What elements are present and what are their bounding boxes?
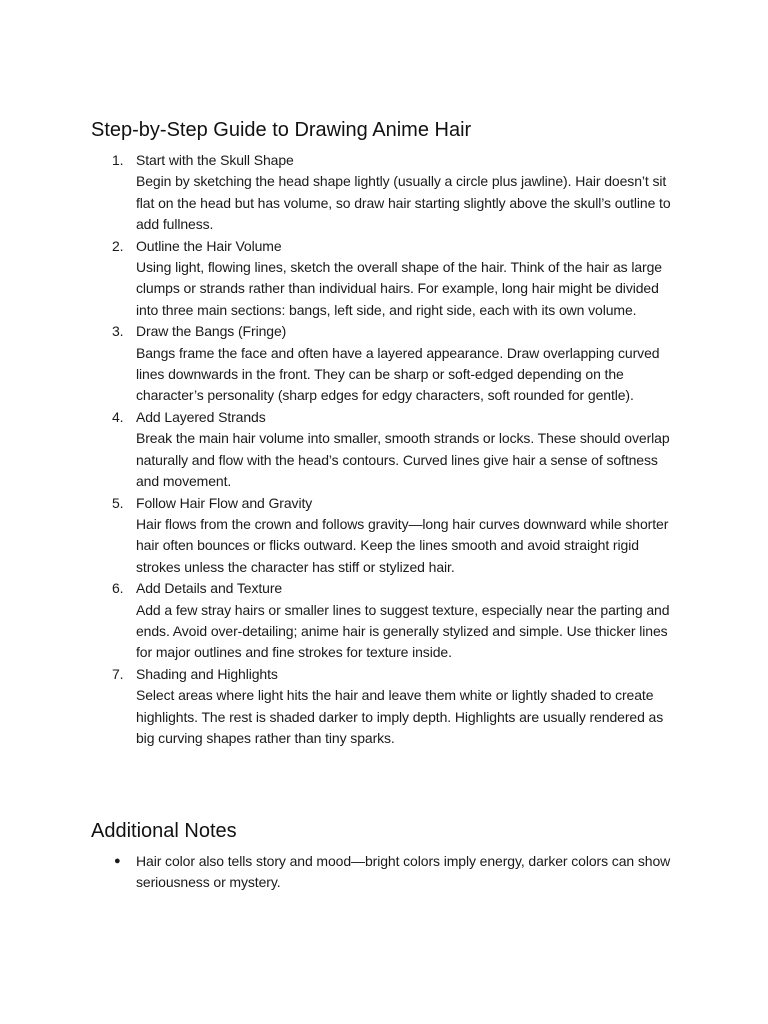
step-number: 6. — [112, 580, 124, 597]
bullet-icon: ● — [114, 855, 121, 867]
step-body: Bangs frame the face and often have a layered appearance. Draw overlapping curved lines downwards in the front. They can be sharp or soft-edged depending on the character’s personality (sharp edges for edgy characters, soft rounded for gentle). — [136, 344, 660, 404]
step-body: Break the main hair volume into smaller, smooth strands or locks. These should overlap naturally and flow with the head’s contours. Curved lines give hair a sense of softness and movement. — [136, 430, 670, 490]
step-title: Draw the Bangs (Fringe) — [136, 323, 287, 340]
step-title: Add Layered Strands — [136, 408, 266, 425]
list-item — [0, 578, 676, 664]
guide-title: Step-by-Step Guide to Drawing Anime Hair — [91, 119, 472, 141]
step-body: Add a few stray hairs or smaller lines to suggest texture, especially near the parting and ends. Avoid over-detailing; anime hair is generally stylized and simple. Use thicker lines for major outlines and fine strokes for texture inside. — [136, 601, 670, 661]
list-item — [0, 150, 676, 236]
step-body: Select areas where light hits the hair and leave them white or lightly shaded to create highlights. The rest is shaded darker to imply depth. Highlights are usually rendered as big curving shapes rather than tiny sparks. — [136, 687, 664, 746]
list-item — [0, 236, 676, 322]
note-text: Hair color also tells story and mood—bright colors imply energy, darker colors can show seriousness or mystery. — [136, 853, 671, 891]
steps-list — [0, 150, 768, 749]
step-title: Shading and Highlights — [136, 665, 278, 682]
list-item — [0, 664, 676, 750]
step-title: Add Details and Texture — [136, 580, 283, 597]
step-number: 3. — [112, 323, 124, 340]
step-number: 5. — [112, 494, 124, 511]
list-item — [0, 493, 676, 579]
step-title: Outline the Hair Volume — [136, 237, 282, 254]
notes-list — [0, 851, 768, 894]
step-title: Follow Hair Flow and Gravity — [136, 494, 313, 511]
step-title: Start with the Skull Shape — [136, 152, 294, 168]
notes-title: Additional Notes — [91, 820, 237, 842]
step-number: 2. — [112, 237, 124, 254]
list-item — [0, 407, 676, 493]
step-body: Hair flows from the crown and follows gravity—long hair curves downward while shorter hair often bounces or flicks outward. Keep the lines smooth and avoid straight rigid strokes unless the character has stiff or stylized hair. — [136, 515, 669, 575]
step-body: Begin by sketching the head shape lightly (usually a circle plus jawline). Hair doesn’t sit flat on the head but has volume, so draw hair starting slightly above the skull’s outline to add fullness. — [136, 173, 671, 233]
step-body: Using light, flowing lines, sketch the overall shape of the hair. Think of the hair as large clumps or strands rather than individual hairs. For example, long hair might be divided into three main sections: bangs, left side, and right side, each with its own volume. — [136, 259, 662, 318]
step-number: 4. — [112, 408, 124, 425]
list-item — [0, 321, 676, 407]
step-number: 7. — [112, 665, 124, 682]
step-number: 1. — [112, 152, 124, 168]
list-item — [0, 851, 676, 894]
